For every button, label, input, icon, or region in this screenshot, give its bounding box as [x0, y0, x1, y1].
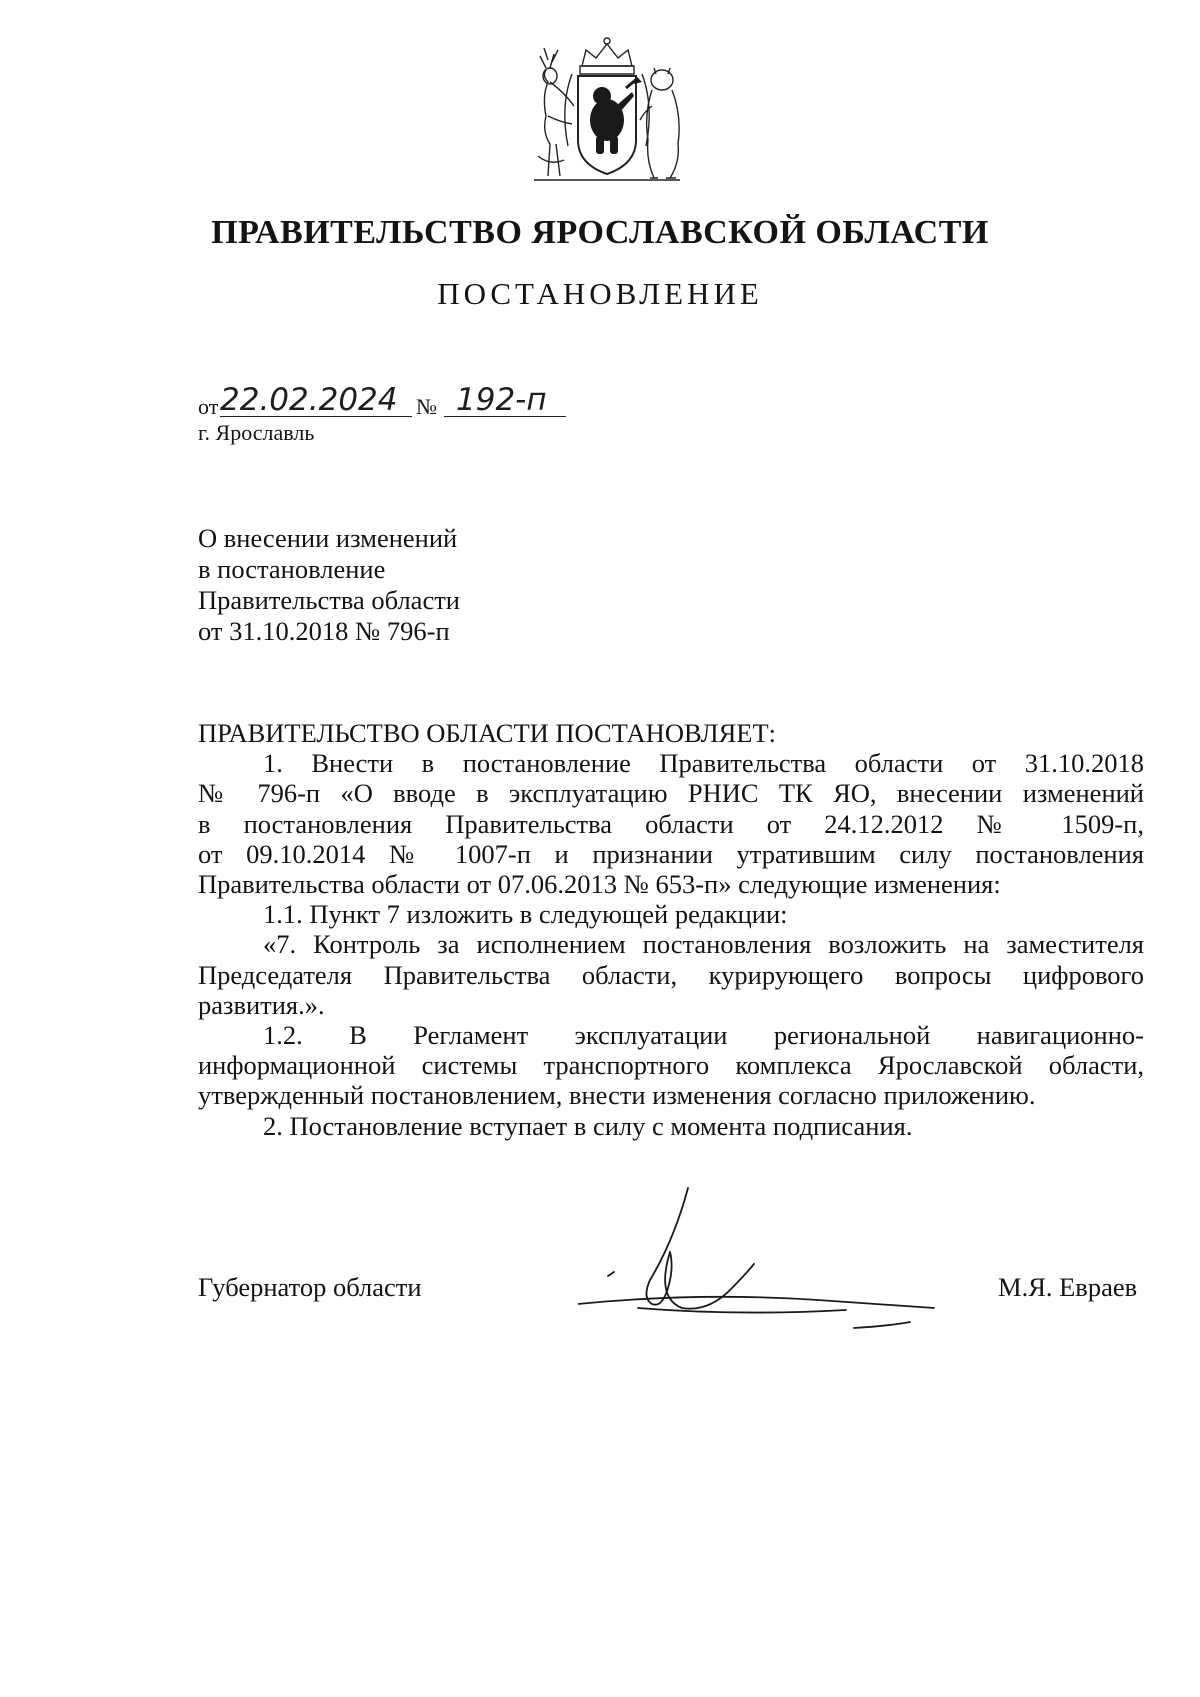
subject-line: от 31.10.2018 № 796-п	[198, 616, 450, 646]
document-body	[198, 718, 1144, 1141]
quote-line: «7. Контроль за исполнением постановления возложить на заместителя	[263, 929, 1144, 960]
quote-line: развития.».	[198, 989, 325, 1020]
paragraph-1-line: № 796-п «О вводе в эксплуатацию РНИС ТК ЯО, внесении изменений	[198, 778, 1144, 809]
number-prefix: №	[416, 394, 437, 419]
date-prefix: от	[198, 394, 219, 419]
date-underline	[220, 416, 412, 417]
document-type: ПОСТАНОВЛЕНИЕ	[437, 276, 763, 311]
preamble: ПРАВИТЕЛЬСТВО ОБЛАСТИ ПОСТАНОВЛЯЕТ:	[198, 718, 777, 748]
paragraph-1-line: Правительства области от 07.06.2013 № 653-п» следующие изменения:	[198, 869, 1001, 900]
paragraph-1-line: 1. Внести в постановление Правительства области от 31.10.2018	[263, 748, 1144, 779]
document-date: 22.02.2024	[220, 382, 398, 418]
document-subject	[198, 523, 460, 647]
handwritten-signature	[578, 1180, 938, 1340]
paragraph-1-line: от 09.10.2014 № 1007-п и признании утратившим силу постановления	[198, 838, 1144, 869]
subject-line: Правительства области	[198, 585, 460, 615]
document-number: 192-п	[456, 382, 547, 418]
paragraph-1-2-line: утвержденный постановлением, внести изменения согласно приложению.	[198, 1080, 1036, 1111]
quote-line: Председателя Правительства области, курирующего вопросы цифрового	[198, 959, 1144, 990]
signatory-name: М.Я. Евраев	[998, 1272, 1138, 1302]
signatory-position: Губернатор области	[198, 1272, 422, 1302]
subject-line: в постановление	[198, 554, 386, 584]
paragraph-1-1: 1.1. Пункт 7 изложить в следующей редакции:	[263, 899, 788, 930]
organization-title: ПРАВИТЕЛЬСТВО ЯРОСЛАВСКОЙ ОБЛАСТИ	[211, 214, 989, 251]
coat-of-arms-emblem	[520, 36, 694, 196]
paragraph-2: 2. Постановление вступает в силу с момента подписания.	[263, 1110, 913, 1141]
subject-line: О внесении изменений	[198, 523, 458, 553]
paragraph-1-2-line: 1.2. В Регламент эксплуатации региональной навигационно-	[263, 1020, 1144, 1051]
paragraph-1-line: в постановления Правительства области от 24.12.2012 № 1509-п,	[198, 808, 1144, 839]
number-underline	[444, 416, 566, 417]
paragraph-1-2-line: информационной системы транспортного комплекса Ярославской области,	[198, 1050, 1144, 1081]
city: г. Ярославль	[198, 420, 315, 445]
